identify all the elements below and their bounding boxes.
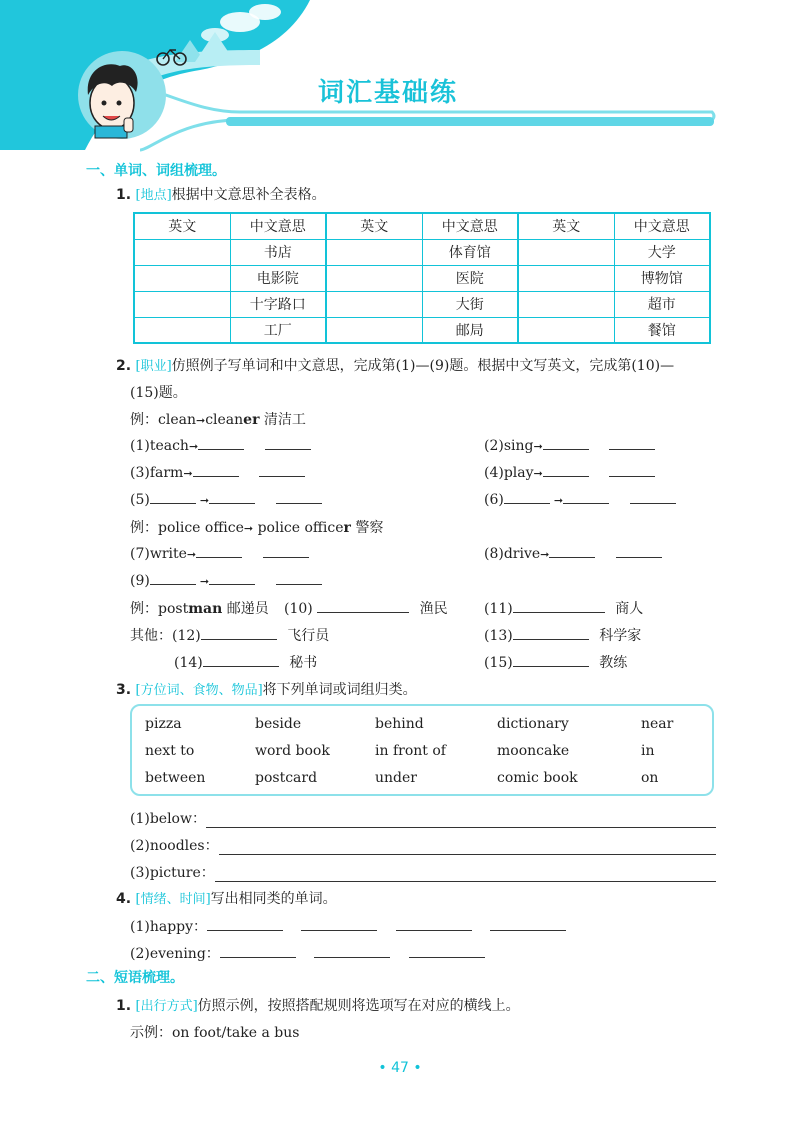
item-label: (9) [130,573,150,589]
item-6 [484,490,676,508]
word-item: word book [255,743,330,759]
answer-blank[interactable] [259,463,305,477]
example-meaning: 清洁工 [263,412,306,428]
table-row [134,265,710,291]
answer-blank[interactable] [513,599,605,613]
answer-blank[interactable] [209,490,255,504]
answer-blank[interactable] [563,490,609,504]
table-cell: 体育馆 [422,239,518,265]
word-item: behind [375,716,424,732]
category-label: (1)below： [130,811,206,827]
word-item: postcard [255,770,318,786]
answer-cell[interactable] [134,291,230,317]
arrow-icon: ➞ [195,414,206,427]
instruction: 将下列单词或词组归类。 [262,682,417,698]
item-label: (14) [174,655,203,671]
answer-blank[interactable] [265,436,311,450]
table-cell: 工厂 [230,317,326,343]
table-cell: 十字路口 [230,291,326,317]
answer-blank[interactable] [276,490,322,504]
answer-blank[interactable] [150,571,196,585]
answer-blank[interactable] [198,436,244,450]
item-15 [484,652,627,672]
header-cell: 中文意思 [614,213,710,239]
same-kind-happy [130,916,566,936]
answer-cell[interactable] [326,265,422,291]
item-4 [484,463,655,481]
instruction-cont: (15)题。 [130,385,187,401]
item-label: (6) [484,492,504,508]
question-1-3 [116,679,417,699]
table-header-row [134,213,710,239]
item-13 [484,625,641,645]
item-meaning: 飞行员 [287,628,330,644]
answer-blank[interactable] [409,944,485,958]
item-label: (4)play [484,465,534,481]
item-label: (12) [172,628,201,644]
question-number: 2. [116,358,132,374]
answer-blank[interactable] [317,599,409,613]
classify-picture [130,862,716,882]
answer-cell[interactable] [518,291,614,317]
other-label: 其他： [130,628,172,644]
item-14 [174,652,317,672]
table-cell: 餐馆 [614,317,710,343]
topic-tag: [情绪、时间] [135,892,211,907]
instruction: 写出相同类的单词。 [210,891,337,907]
item-label: (1)teach [130,438,189,454]
answer-cell[interactable] [134,239,230,265]
answer-blank[interactable] [215,868,716,882]
item-9 [130,571,322,589]
section-1-title: 一、单词、词组梳理。 [86,163,226,179]
topic-tag: [方位词、食物、物品] [135,683,263,698]
arrow-icon: ➞ [540,548,550,561]
arrow-icon: ➞ [243,522,254,535]
instruction: 仿照例子写单词和中文意思，完成第(1)—(9)题。根据中文写英文，完成第(10)— [171,358,675,374]
word-item: dictionary [497,716,569,732]
category-label: (3)picture： [130,865,215,881]
answer-blank[interactable] [609,436,655,450]
word-item: next to [145,743,195,759]
item-3 [130,463,305,481]
item-12 [130,625,329,645]
answer-blank[interactable] [616,544,662,558]
answer-blank[interactable] [543,463,589,477]
item-label: (10) [284,601,313,617]
table-cell: 医院 [422,265,518,291]
table-cell: 超市 [614,291,710,317]
item-label: (7)write [130,546,187,562]
arrow-icon: ➞ [188,440,199,453]
answer-blank[interactable] [263,544,309,558]
topic-tag: [职业] [135,359,172,374]
arrow-icon: ➞ [186,548,197,561]
example-meaning: 邮递员 [226,601,269,617]
example-1 [130,409,306,429]
answer-cell[interactable] [134,317,230,343]
item-7 [130,544,309,562]
arrow-icon: ➞ [183,467,193,480]
item-label: (2)sing [484,438,534,454]
answer-blank[interactable] [193,463,239,477]
arrow-icon: ➞ [199,575,210,588]
section-2-title: 二、短语梳理。 [86,970,184,986]
example-prefix: 例：post [130,601,189,617]
word-label: (2)evening： [130,946,220,962]
answer-blank[interactable] [549,544,595,558]
word-item: in front of [375,743,446,759]
example-2 [130,517,383,537]
item-meaning: 教练 [599,655,628,671]
word-item: beside [255,716,302,732]
answer-blank[interactable] [630,490,676,504]
item-1 [130,436,311,454]
table-row [134,291,710,317]
answer-blank[interactable] [513,626,589,640]
question-1-4 [116,888,337,908]
header-cell: 中文意思 [422,213,518,239]
instruction: 仿照示例，按照搭配规则将选项写在对应的横线上。 [197,998,520,1014]
answer-blank[interactable] [201,626,277,640]
page-number: • 47 • [378,1060,422,1076]
question-1-1 [116,184,326,204]
word-item: between [145,770,206,786]
item-meaning: 渔民 [419,601,448,617]
word-item: on [641,770,659,786]
word-label: (1)happy： [130,919,208,935]
answer-cell[interactable] [518,317,614,343]
answer-blank[interactable] [220,944,296,958]
arrow-icon: ➞ [533,467,543,480]
answer-blank[interactable] [543,436,589,450]
header-cell: 英文 [134,213,230,239]
example-word: clean [205,412,244,428]
table-cell: 大学 [614,239,710,265]
arrow-icon: ➞ [533,440,543,453]
answer-blank[interactable] [314,944,390,958]
table-cell: 书店 [230,239,326,265]
question-1-2 [116,353,716,380]
vocab-table [133,212,711,344]
item-label: (15) [484,655,513,671]
answer-blank[interactable] [276,571,322,585]
item-8 [484,544,662,562]
answer-cell[interactable] [326,317,422,343]
example-3 [130,598,269,618]
example-meaning: 警察 [355,520,384,536]
category-label: (2)noodles： [130,838,219,854]
boy-icon [88,64,138,138]
table-cell: 电影院 [230,265,326,291]
page-title: 词汇基础练 [318,78,459,108]
question-number: 4. [116,891,132,907]
answer-blank[interactable] [219,841,716,855]
item-label: (8)drive [484,546,541,562]
answer-blank[interactable] [203,653,279,667]
word-item: mooncake [497,743,570,759]
answer-blank[interactable] [196,544,242,558]
answer-blank[interactable] [513,653,589,667]
answer-blank[interactable] [490,917,566,931]
item-5 [130,490,322,508]
arrow-icon: ➞ [199,494,210,507]
question-2-1 [116,995,520,1015]
answer-blank[interactable] [150,490,196,504]
item-label: (13) [484,628,513,644]
header-cell: 中文意思 [230,213,326,239]
instruction: 根据中文意思补全表格。 [171,187,326,203]
word-item: pizza [145,716,182,732]
classify-below [130,808,716,828]
item-meaning: 科学家 [599,628,642,644]
word-item: in [641,743,655,759]
answer-blank[interactable] [301,917,377,931]
item-meaning: 商人 [615,601,644,617]
item-label: (11) [484,601,513,617]
topic-tag: [出行方式] [135,999,198,1014]
answer-cell[interactable] [134,265,230,291]
table-row [134,239,710,265]
header-cell: 英文 [518,213,614,239]
answer-cell[interactable] [326,239,422,265]
item-10 [284,598,448,618]
word-item: near [641,716,674,732]
item-label: (5) [130,492,150,508]
question-number: 1. [116,998,132,1014]
example-word: police office [257,520,344,536]
table-cell: 邮局 [422,317,518,343]
example-prefix: 例：clean [130,412,196,428]
answer-cell[interactable] [518,239,614,265]
example-suffix: er [243,412,260,428]
same-kind-evening [130,943,485,963]
classify-noodles [130,835,716,855]
question-number: 3. [116,682,132,698]
item-label: (3)farm [130,465,184,481]
answer-blank[interactable] [207,917,283,931]
word-item: under [375,770,417,786]
item-meaning: 秘书 [289,655,318,671]
answer-blank[interactable] [209,571,255,585]
answer-blank[interactable] [206,814,716,828]
example-suffix: man [188,601,223,617]
table-row [134,317,710,343]
example-text: 示例：on foot/take a bus [130,1025,300,1041]
word-item: comic book [497,770,578,786]
question-number: 1. [116,187,132,203]
arrow-icon: ➞ [553,494,564,507]
example-suffix: r [343,520,351,536]
item-11 [484,598,643,618]
table-cell: 博物馆 [614,265,710,291]
item-2 [484,436,655,454]
answer-cell[interactable] [326,291,422,317]
answer-blank[interactable] [504,490,550,504]
topic-tag: [地点] [135,188,172,203]
table-cell: 大街 [422,291,518,317]
example-prefix: 例：police office [130,520,244,536]
answer-blank[interactable] [396,917,472,931]
header-cell: 英文 [326,213,422,239]
answer-cell[interactable] [518,265,614,291]
answer-blank[interactable] [609,463,655,477]
